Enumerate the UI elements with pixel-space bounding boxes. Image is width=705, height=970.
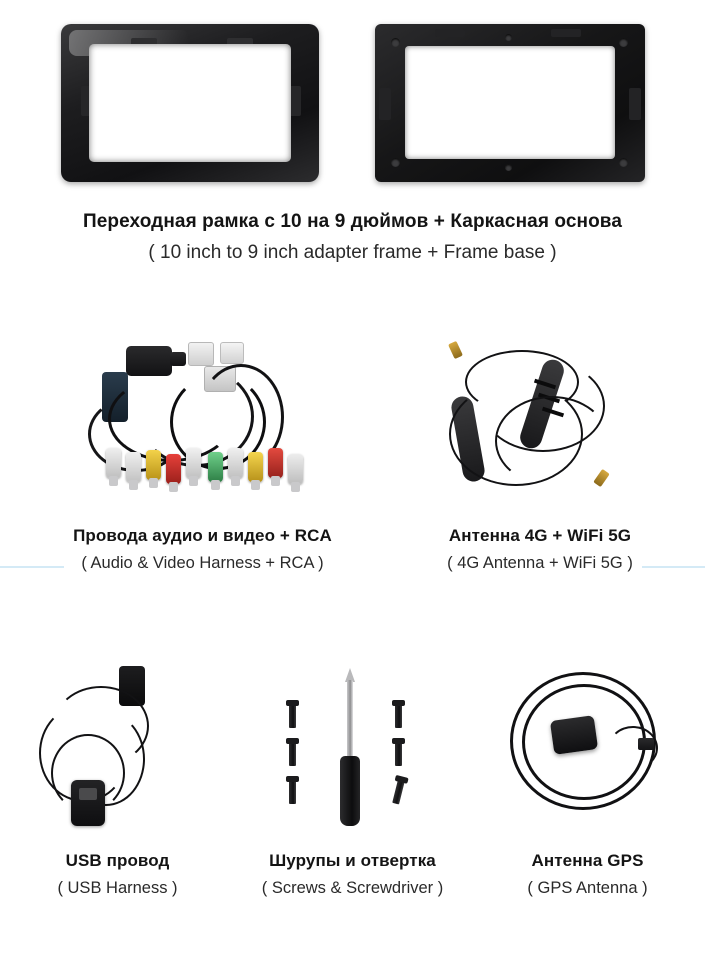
antenna-4g-title-ru: Антенна 4G + WiFi 5G xyxy=(448,526,632,545)
usb-harness-image xyxy=(23,660,213,840)
gps-antenna-title-ru: Антенна GPS xyxy=(531,851,644,870)
section-usb-tools-gps xyxy=(0,660,705,900)
antenna-4g-cell xyxy=(390,336,690,575)
antenna-4g-image xyxy=(435,336,645,511)
accent-strip-right xyxy=(642,566,705,568)
adapter-frame-front-image xyxy=(61,24,319,182)
screws-screwdriver-cell xyxy=(235,660,470,900)
section-harness-antenna xyxy=(0,336,705,575)
av-harness-cell xyxy=(15,336,390,575)
av-harness-title-ru: Провода аудио и видео + RCA xyxy=(73,526,332,545)
usb-harness-cell xyxy=(0,660,235,900)
gps-antenna-title-en: ( GPS Antenna ) xyxy=(527,879,648,898)
usb-harness-title-ru: USB провод xyxy=(65,851,170,870)
usb-tools-gps-row xyxy=(0,660,705,900)
frame-images-row xyxy=(0,24,705,182)
harness-antenna-row xyxy=(0,336,705,575)
accent-strip-left xyxy=(0,566,64,568)
antenna-4g-title-en: ( 4G Antenna + WiFi 5G ) xyxy=(447,554,633,573)
adapter-frame-title-ru: Переходная рамка с 10 на 9 дюймов + Каркасная основа xyxy=(82,211,623,232)
section-adapter-frame xyxy=(0,24,705,265)
frame-base-image xyxy=(375,24,645,182)
screws-screwdriver-title-en: ( Screws & Screwdriver ) xyxy=(261,879,444,898)
adapter-frame-title-en: ( 10 inch to 9 inch adapter frame + Frame base ) xyxy=(148,241,557,263)
av-harness-image xyxy=(78,336,328,511)
av-harness-title-en: ( Audio & Video Harness + RCA ) xyxy=(81,554,324,573)
gps-antenna-cell xyxy=(470,660,705,900)
screws-screwdriver-image xyxy=(253,660,453,840)
usb-harness-title-en: ( USB Harness ) xyxy=(57,879,178,898)
gps-antenna-image xyxy=(488,660,688,840)
screws-screwdriver-title-ru: Шурупы и отвертка xyxy=(269,851,436,870)
